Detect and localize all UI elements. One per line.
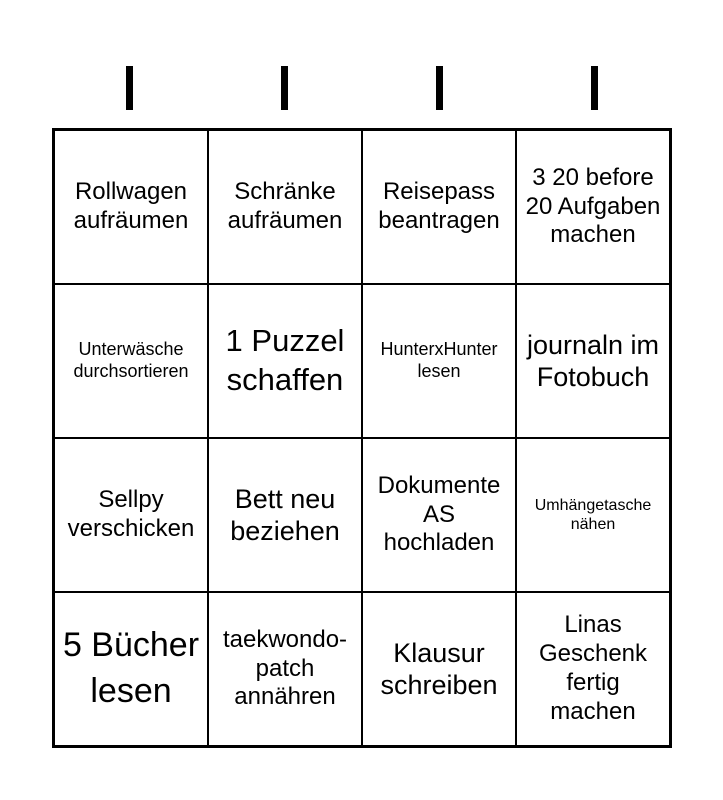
bingo-cell: Schränke aufräumen — [208, 130, 362, 284]
header-column-2 — [207, 60, 362, 116]
bingo-grid — [52, 128, 672, 748]
bingo-cell: Rollwagen aufräumen — [54, 130, 208, 284]
header-column-4 — [517, 60, 672, 116]
bingo-cell: 5 Bücher lesen — [54, 592, 208, 746]
bingo-cell: 1 Puzzel schaffen — [208, 284, 362, 438]
header-letter-bar — [591, 66, 598, 110]
bingo-cell: Linas Geschenk fertig machen — [516, 592, 670, 746]
bingo-cell: Reisepass beantragen — [362, 130, 516, 284]
bingo-cell: Dokumente AS hochladen — [362, 438, 516, 592]
bingo-cell: Sellpy verschicken — [54, 438, 208, 592]
bingo-cell: Bett neu beziehen — [208, 438, 362, 592]
bingo-cell: journaln im Fotobuch — [516, 284, 670, 438]
header-column-3 — [362, 60, 517, 116]
bingo-cell: Umhängetasche nähen — [516, 438, 670, 592]
bingo-header — [52, 60, 672, 116]
header-column-1 — [52, 60, 207, 116]
header-letter-bar — [126, 66, 133, 110]
bingo-cell: Klausur schreiben — [362, 592, 516, 746]
header-letter-bar — [436, 66, 443, 110]
bingo-cell: Unterwäsche durchsortieren — [54, 284, 208, 438]
header-letter-bar — [281, 66, 288, 110]
bingo-cell: HunterxHunter lesen — [362, 284, 516, 438]
bingo-cell: 3 20 before 20 Aufgaben machen — [516, 130, 670, 284]
bingo-cell: taekwondo-patch annähren — [208, 592, 362, 746]
